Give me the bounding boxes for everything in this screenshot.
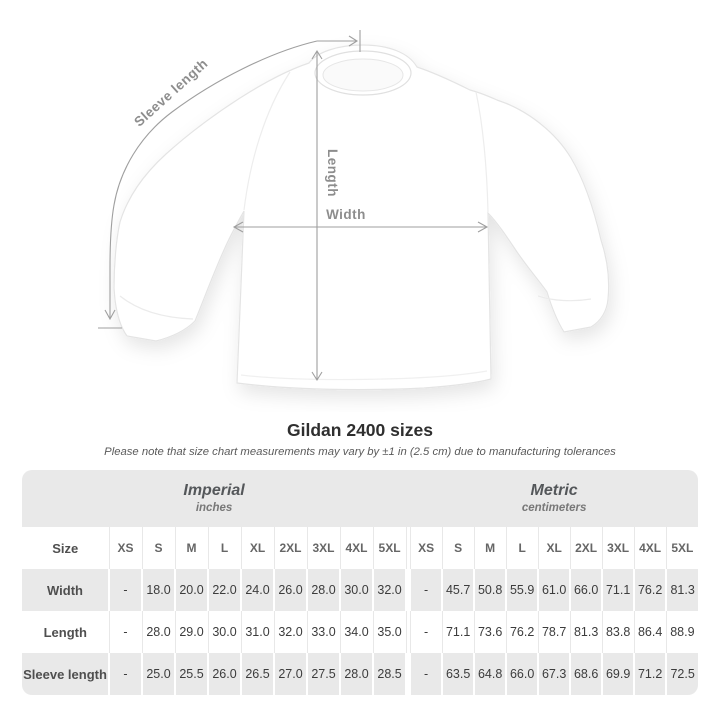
table-cell: 26.0 — [274, 569, 307, 611]
unit-group-imperial — [22, 470, 406, 527]
table-cell: 30.0 — [340, 569, 373, 611]
size-header-metric-l: L — [506, 527, 538, 569]
table-cell: 32.0 — [373, 569, 406, 611]
table-cell: 28.5 — [373, 653, 406, 695]
table-cell: 61.0 — [538, 569, 570, 611]
table-cell: 81.3 — [570, 611, 602, 653]
table-cell: 63.5 — [442, 653, 474, 695]
table-cell: 67.3 — [538, 653, 570, 695]
size-header-imperial-s: S — [142, 527, 175, 569]
unit-group-metric — [410, 470, 698, 527]
table-cell: 66.0 — [570, 569, 602, 611]
size-header-metric-5xl: 5XL — [666, 527, 698, 569]
table-cell: 24.0 — [241, 569, 274, 611]
table-cell: 32.0 — [274, 611, 307, 653]
table-cell: 66.0 — [506, 653, 538, 695]
size-header-imperial-2xl: 2XL — [274, 527, 307, 569]
table-cell: - — [410, 569, 442, 611]
table-row-length — [22, 611, 698, 653]
table-cell: 28.0 — [307, 569, 340, 611]
width-label: Width — [326, 207, 366, 222]
metric-label: Metric — [530, 482, 578, 499]
imperial-label: Imperial — [183, 482, 245, 499]
table-cell: 71.1 — [602, 569, 634, 611]
row-label: Width — [22, 569, 109, 611]
table-cell: 83.8 — [602, 611, 634, 653]
table-cell: 64.8 — [474, 653, 506, 695]
length-label: Length — [325, 149, 340, 197]
imperial-unit: inches — [195, 502, 233, 514]
size-header-imperial-4xl: 4XL — [340, 527, 373, 569]
table-row-width — [22, 569, 698, 611]
size-header-imperial-m: M — [175, 527, 208, 569]
size-column-header: Size — [22, 527, 109, 569]
table-cell: 78.7 — [538, 611, 570, 653]
table-cell: - — [109, 653, 142, 695]
table-cell: 35.0 — [373, 611, 406, 653]
table-cell: 28.0 — [340, 653, 373, 695]
table-cell: 18.0 — [142, 569, 175, 611]
table-cell: 31.0 — [241, 611, 274, 653]
table-cell: - — [410, 611, 442, 653]
table-cell: 88.9 — [666, 611, 698, 653]
size-header-metric-4xl: 4XL — [634, 527, 666, 569]
table-cell: 20.0 — [175, 569, 208, 611]
size-header-metric-xs: XS — [410, 527, 442, 569]
table-cell: 25.0 — [142, 653, 175, 695]
row-label: Sleeve length — [22, 653, 109, 695]
table-cell: 25.5 — [175, 653, 208, 695]
table-cell: 26.0 — [208, 653, 241, 695]
page-title: Gildan 2400 sizes — [287, 420, 433, 440]
size-header-metric-xl: XL — [538, 527, 570, 569]
size-header-metric-3xl: 3XL — [602, 527, 634, 569]
table-cell: 34.0 — [340, 611, 373, 653]
sleeve-length-label: Sleeve length — [131, 55, 211, 130]
table-cell: 76.2 — [634, 569, 666, 611]
table-cell: 55.9 — [506, 569, 538, 611]
table-cell: 45.7 — [442, 569, 474, 611]
size-header-imperial-l: L — [208, 527, 241, 569]
table-cell: 69.9 — [602, 653, 634, 695]
size-header-imperial-xl: XL — [241, 527, 274, 569]
size-header-imperial-3xl: 3XL — [307, 527, 340, 569]
table-cell: 73.6 — [474, 611, 506, 653]
size-header-row — [22, 527, 698, 569]
table-cell: 71.2 — [634, 653, 666, 695]
tolerance-note: Please note that size chart measurements may vary by ±1 in (2.5 cm) due to manufacturing tolerances — [104, 446, 616, 458]
table-cell: 22.0 — [208, 569, 241, 611]
table-cell: - — [109, 611, 142, 653]
collar-inner — [323, 59, 403, 91]
size-header-metric-2xl: 2XL — [570, 527, 602, 569]
table-cell: 29.0 — [175, 611, 208, 653]
table-cell: 71.1 — [442, 611, 474, 653]
table-cell: 72.5 — [666, 653, 698, 695]
table-cell: 33.0 — [307, 611, 340, 653]
table-cell: 81.3 — [666, 569, 698, 611]
table-cell: 76.2 — [506, 611, 538, 653]
table-cell: 27.0 — [274, 653, 307, 695]
table-cell: 68.6 — [570, 653, 602, 695]
table-cell: 50.8 — [474, 569, 506, 611]
size-header-imperial-xs: XS — [109, 527, 142, 569]
unit-band-row — [22, 470, 698, 527]
size-header-imperial-5xl: 5XL — [373, 527, 406, 569]
row-label: Length — [22, 611, 109, 653]
table-cell: 86.4 — [634, 611, 666, 653]
table-cell: 26.5 — [241, 653, 274, 695]
table-cell: 30.0 — [208, 611, 241, 653]
size-header-metric-m: M — [474, 527, 506, 569]
table-cell: - — [410, 653, 442, 695]
table-cell: 27.5 — [307, 653, 340, 695]
size-chart-table — [22, 470, 698, 695]
size-header-metric-s: S — [442, 527, 474, 569]
size-chart — [22, 470, 698, 695]
table-row-sleeve-length — [22, 653, 698, 695]
table-cell: 28.0 — [142, 611, 175, 653]
metric-unit: centimeters — [521, 502, 587, 514]
table-cell: - — [109, 569, 142, 611]
